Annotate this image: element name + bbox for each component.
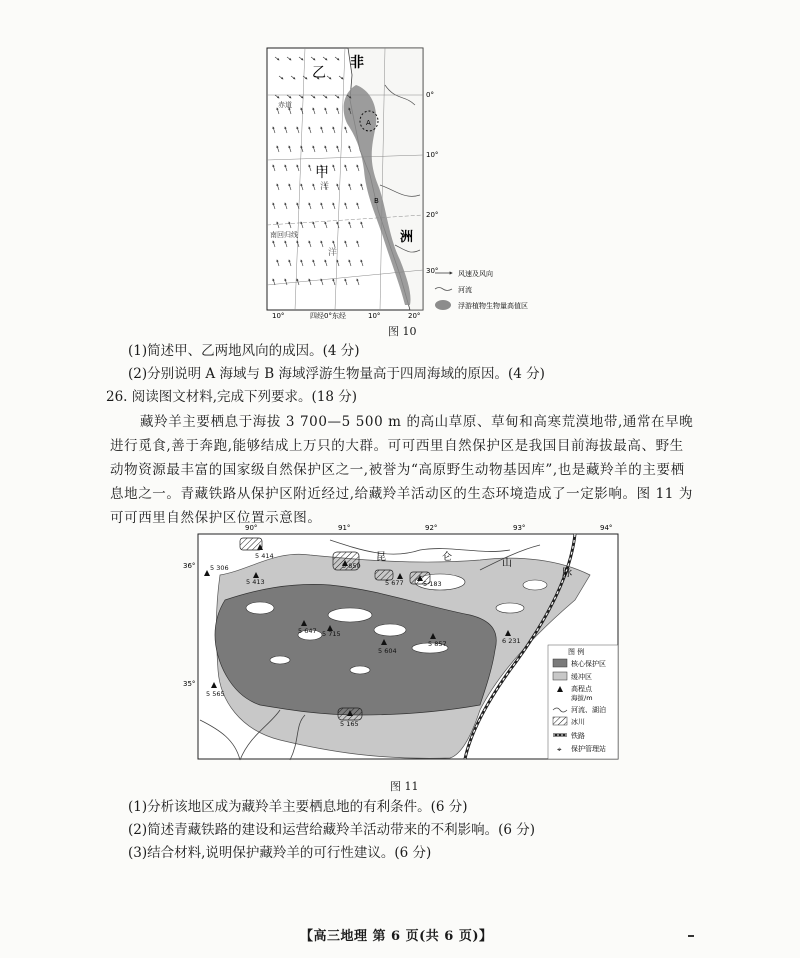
svg-text:10°: 10° (426, 151, 439, 159)
svg-text:93°: 93° (513, 524, 526, 532)
svg-text:海拔/m: 海拔/m (571, 694, 593, 702)
label-yi: 乙 (312, 65, 326, 81)
svg-text:山: 山 (502, 558, 512, 569)
fig10-caption: 图 10 (388, 325, 417, 338)
q26-part2: (2)简述青藏铁路的建设和运营给藏羚羊活动带来的不利影响。(6 分) (128, 822, 536, 838)
svg-text:30°: 30° (426, 267, 439, 275)
svg-text:⌖: ⌖ (557, 745, 562, 754)
svg-text:5 414: 5 414 (255, 552, 274, 560)
svg-text:风速及风向: 风速及风向 (458, 270, 493, 278)
svg-text:5 850: 5 850 (342, 562, 361, 570)
label-yang2: 洋 (328, 248, 338, 258)
svg-text:5 306: 5 306 (210, 564, 229, 572)
label-tropic: 南回归线 (270, 231, 298, 239)
svg-text:6 231: 6 231 (502, 637, 521, 645)
label-a: A (366, 119, 371, 127)
svg-text:5 715: 5 715 (322, 630, 341, 638)
label-b: B (374, 197, 379, 205)
svg-text:高程点: 高程点 (571, 685, 592, 693)
continent-label-fei: 非 (350, 55, 364, 71)
svg-text:图 例: 图 例 (568, 648, 585, 656)
svg-text:10°: 10° (368, 312, 381, 320)
svg-text:脉: 脉 (562, 568, 572, 579)
svg-text:核心保护区: 核心保护区 (571, 660, 606, 668)
svg-text:5 677: 5 677 (385, 579, 404, 587)
svg-text:36°: 36° (183, 562, 196, 570)
fig10-legend (435, 269, 528, 310)
label-yang1: 洋 (320, 182, 330, 192)
svg-text:5 604: 5 604 (378, 647, 397, 655)
svg-text:94°: 94° (600, 524, 613, 532)
svg-text:5 413: 5 413 (246, 578, 265, 586)
continent-label-zhou: 洲 (400, 230, 414, 245)
svg-text:冰川: 冰川 (571, 718, 585, 726)
svg-text:保护管理站: 保护管理站 (571, 745, 606, 753)
q26-header: 26. 阅读图文材料,完成下列要求。(18 分) (106, 389, 358, 405)
figure-10-map (260, 45, 560, 320)
q26-part1: (1)分析该地区成为藏羚羊主要栖息地的有利条件。(6 分) (128, 799, 468, 815)
label-equator: 赤道 (278, 101, 292, 109)
q25-part2: (2)分别说明 A 海域与 B 海域浮游生物量高于四周海域的原因。(4 分) (128, 366, 545, 382)
svg-text:浮游植物生物量高值区: 浮游植物生物量高值区 (458, 302, 528, 310)
svg-text:5 857: 5 857 (428, 640, 447, 648)
svg-text:河流、湖泊: 河流、湖泊 (571, 706, 606, 714)
svg-text:缓冲区: 缓冲区 (571, 673, 592, 681)
svg-text:5 165: 5 165 (340, 720, 359, 728)
figure-11-map (180, 520, 620, 775)
page-footer: 【高三地理 第 6 页(共 6 页)】 (300, 929, 493, 944)
svg-text:92°: 92° (425, 524, 438, 532)
fig11-legend (548, 645, 618, 759)
svg-text:5 647: 5 647 (298, 627, 317, 635)
q26-part3: (3)结合材料,说明保护藏羚羊的可行性建议。(6 分) (128, 845, 432, 861)
svg-text:河流: 河流 (458, 286, 472, 294)
svg-text:仑: 仑 (442, 552, 452, 563)
svg-text:90°: 90° (245, 524, 258, 532)
q25-part1: (1)简述甲、乙两地风向的成因。(4 分) (128, 343, 360, 359)
label-jia: 甲 (315, 165, 329, 181)
q26-paragraph: 藏羚羊主要栖息于海拔 3 700—5 500 m 的高山草原、草甸和高寒荒漠地带,通常在早晚进行觅食,善于奔跑,能够结成上万只的大群。可可西里自然保护区是我国目前海拔最高、野生动物资源最丰富的国家级自然保护区之一,被誉为“高原野生动物基因库”,也是藏羚羊的主要栖息地之一。青藏铁路从保护区附近经过,给藏羚羊活动区的生态环境造成了一定影响。图 11 为可可西里自然保护区位置示意图。 (110, 414, 694, 526)
svg-text:5 565: 5 565 (206, 690, 225, 698)
svg-text:5 183: 5 183 (423, 580, 442, 588)
svg-text:昆: 昆 (376, 552, 386, 563)
svg-text:35°: 35° (183, 680, 196, 688)
svg-text:0°: 0° (426, 91, 434, 99)
fig11-caption: 图 11 (390, 780, 419, 793)
svg-text:20°: 20° (408, 312, 421, 320)
svg-text:四经0°东经: 四经0°东经 (310, 312, 346, 320)
svg-text:20°: 20° (426, 211, 439, 219)
svg-text:铁路: 铁路 (571, 732, 585, 740)
svg-text:91°: 91° (338, 524, 351, 532)
svg-text:10°: 10° (272, 312, 285, 320)
corner-mark (688, 935, 694, 937)
